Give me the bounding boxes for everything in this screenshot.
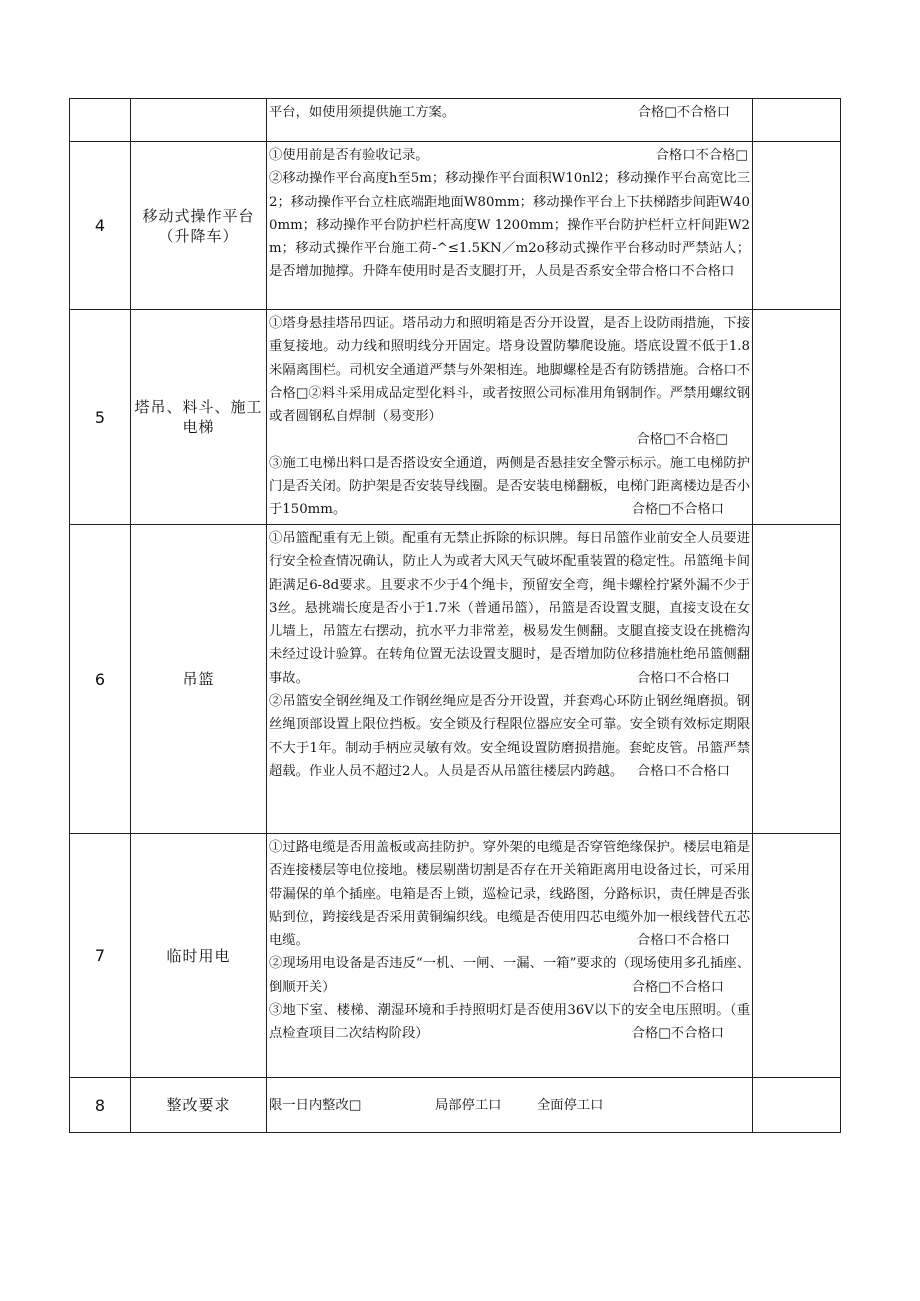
pass-fail-checkbox[interactable]: 合格□不合格口 [631, 979, 724, 995]
check-text: ①塔身悬挂塔吊四证。塔吊动力和照明箱是否分开设置，是否上设防雨措施，下接重复接地。动力线和照明线分开固定。塔身设置防攀爬设施。塔底设置不低于1.8米隔离围栏。司机安全通道严禁与外架相连。地脚螺栓是否有防锈措施。合格口不合格□②料斗采用成品定型化料斗，或者按照公司标准用角钢制作。严禁用螺纹钢或者圆钢私自焊制（易变形） [269, 316, 750, 425]
row-item-name [131, 310, 267, 525]
item-name-line: （升降车） [158, 226, 239, 245]
row-item-name [131, 142, 267, 310]
pass-fail-checkbox[interactable]: 合格□不合格□ [636, 432, 728, 448]
item-name-line: 吊篮 [182, 670, 215, 688]
row-number: 8 [70, 1078, 131, 1133]
table-row-continuation [70, 99, 841, 142]
row-item-name [131, 1078, 267, 1133]
check-text: ①吊篮配重有无上锁。配重有无禁止拆除的标识牌。每日吊篮作业前安全人员要进行安全检查情况确认，防止人为或者大风天气破坏配重装置的稳定性。吊篮绳卡间距满足6-8d要求。且要求不少于4个绳卡，预留安全弯，绳卡螺栓拧紧外漏不少于3丝。悬挑端长度是否小于1.7米（普通吊篮），吊篮是否设置支腿，直接支设在女儿墙上，吊篮左右摆动，抗水平力非常差，极易发生侧翻。支腿直接支设在挑檐沟未经过设计验算。在转角位置无法设置支腿时，是否增加防位移措施杜绝吊篮侧翻事故。 [269, 531, 750, 686]
row-remark [753, 142, 841, 310]
row-number: 5 [70, 310, 131, 525]
table-row-8 [70, 1078, 841, 1133]
pass-fail-checkbox[interactable]: 合格□不合格口 [631, 502, 724, 518]
check-text: ②移动操作平台高度h至5m；移动操作平台面积W10nl2；移动操作平台高宽比三2；移动操作平台立柱底端距地面W80mm；移动操作平台上下扶梯踏步间距W400mm；移动操作平台防护栏杆高度W 1200mm；操作平台防护栏杆立杆间距W2m；移动式操作平台施工荷-^≤1.5KN／m2o移动式操作平台移动时严禁站人；是否增加抛撑。升降车使用时是否支腿打开，人员是否系安全带合格口不合格口 [269, 171, 750, 280]
pass-fail-checkbox[interactable]: 合格口不合格口 [636, 670, 730, 686]
item-name-line: 电梯 [182, 418, 215, 436]
row-item-name [131, 99, 267, 142]
row-number [70, 99, 131, 142]
inspection-table [69, 98, 841, 1133]
pass-fail-checkbox[interactable]: 合格口不合格口 [636, 763, 730, 779]
table-row-4 [70, 142, 841, 310]
row-content [267, 1078, 753, 1133]
row-remark [753, 310, 841, 525]
row-remark [753, 525, 841, 834]
table-row-6 [70, 525, 841, 834]
check-text: ①使用前是否有验收记录。 [269, 148, 429, 163]
pass-fail-checkbox[interactable]: 合格口不合格□ [655, 148, 748, 163]
pass-fail-checkbox[interactable]: 合格□不合格口 [631, 1026, 724, 1042]
item-name-line: 塔吊、料斗、施工 [134, 398, 263, 416]
rectify-option-one-day[interactable]: 限一日内整改□ [269, 1098, 362, 1114]
check-text: 平台，如使用须提供施工方案。 [269, 105, 456, 120]
row-item-name [131, 525, 267, 834]
row-remark [753, 1078, 841, 1133]
row-content [267, 525, 753, 834]
check-text: ③施工电梯出料口是否搭设安全通道，两侧是否悬挂安全警示标示。施工电梯防护门是否关闭。防护架是否安装导线圈。是否安装电梯翻板，电梯门距离楼边是否小于150mm。 [269, 455, 750, 518]
check-text: ①过路电缆是否用盖板或高挂防护。穿外架的电缆是否穿管绝缘保护。楼层电箱是否连接楼层等电位接地。楼层剔凿切割是否存在开关箱距离用电设备过长，可采用带漏保的单个插座。电箱是否上锁，巡检记录，线路图，分路标识，责任牌是否张贴到位，跨接线是否采用黄铜编织线。电缆是否使用四芯电缆外加一根线替代五芯电缆。 [269, 840, 750, 949]
rectify-option-full-stop[interactable]: 全面停工口 [537, 1098, 604, 1114]
table-row-7 [70, 834, 841, 1078]
check-text: ②吊篮安全钢丝绳及工作钢丝绳应是否分开设置，并套鸡心环防止钢丝绳磨损。钢丝绳顶部设置上限位挡板。安全锁及行程限位器应安全可靠。安全锁有效标定期限不大于1年。制动手柄应灵敏有效。安全绳设置防磨损措施。套蛇皮管。吊篮严禁超载。作业人员不超过2人。人员是否从吊篮往楼层内跨越。 [269, 694, 750, 779]
row-content [267, 142, 753, 310]
table-row-5 [70, 310, 841, 525]
item-name-line: 移动式操作平台 [142, 206, 255, 225]
row-number: 7 [70, 834, 131, 1078]
row-content [267, 99, 753, 142]
check-text: ③地下室、楼梯、潮湿环境和手持照明灯是否使用36V以下的安全电压照明。（重点检查项目二次结构阶段） [269, 1003, 750, 1042]
row-content [267, 834, 753, 1078]
rectify-option-partial-stop[interactable]: 局部停工口 [435, 1098, 502, 1114]
row-content [267, 310, 753, 525]
item-name-line: 整改要求 [166, 1096, 231, 1114]
row-number: 4 [70, 142, 131, 310]
row-number: 6 [70, 525, 131, 834]
pass-fail-checkbox[interactable]: 合格□不合格口 [637, 105, 730, 120]
row-remark [753, 834, 841, 1078]
check-text: ②现场用电设备是否违反“一机、一闸、一漏、一箱”要求的（现场使用多孔插座、倒顺开关） [269, 956, 750, 995]
row-item-name [131, 834, 267, 1078]
item-name-line: 临时用电 [166, 946, 231, 965]
pass-fail-checkbox[interactable]: 合格口不合格口 [636, 933, 730, 949]
row-remark [753, 99, 841, 142]
